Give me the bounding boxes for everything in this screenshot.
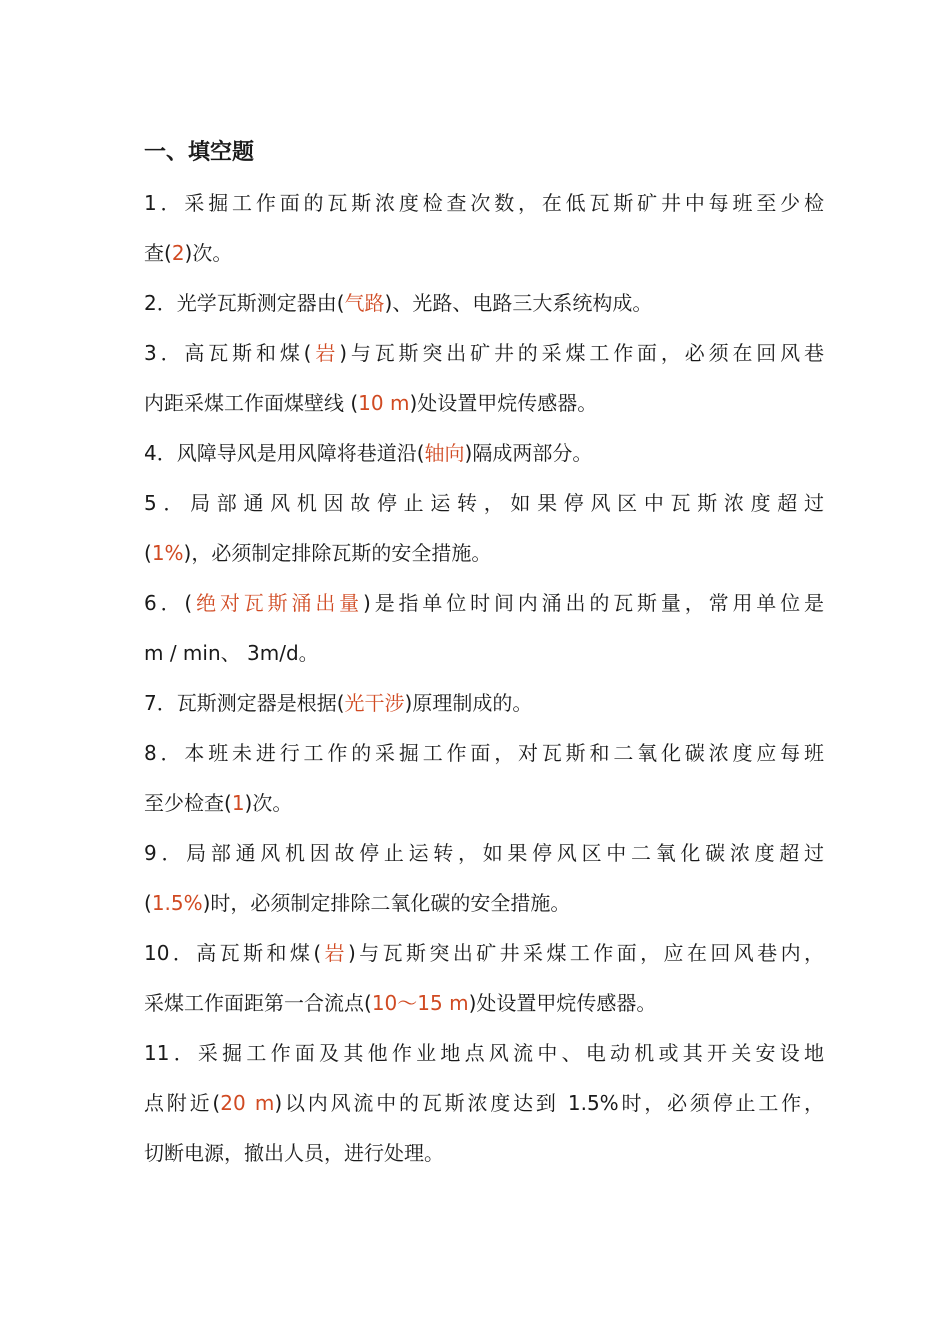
question-text: )隔成两部分。 xyxy=(464,441,593,465)
question-line xyxy=(144,478,824,528)
question-text: 7．瓦斯测定器是根据( xyxy=(144,691,345,715)
question-item xyxy=(144,278,824,328)
question-line xyxy=(144,778,824,828)
question-text: 采煤工作面距第一合流点( xyxy=(144,991,372,1015)
answer-text: 1.5% xyxy=(151,891,203,915)
question-text: )以内风流中的瓦斯浓度达到 1.5%时，必须停止工作， xyxy=(274,1091,824,1115)
question-line xyxy=(144,878,824,928)
question-line xyxy=(144,978,824,1028)
question-text: 11．采掘工作面及其他作业地点风流中、电动机或其开关安设地 xyxy=(144,1041,824,1065)
answer-text: 1% xyxy=(151,541,184,565)
question-line xyxy=(144,178,824,228)
question-text: 2．光学瓦斯测定器由( xyxy=(144,291,345,315)
question-text: 4．风障导风是用风障将巷道沿( xyxy=(144,441,425,465)
question-text: )与瓦斯突出矿井采煤工作面，应在回风巷内， xyxy=(347,941,824,965)
question-text: )、光路、电路三大系统构成。 xyxy=(384,291,653,315)
question-text: )时，必须制定排除二氧化碳的安全措施。 xyxy=(202,891,571,915)
question-text: )是指单位时间内涌出的瓦斯量，常用单位是 xyxy=(363,591,825,615)
question-line xyxy=(144,428,824,478)
question-item xyxy=(144,578,824,678)
question-item xyxy=(144,328,824,428)
question-text: )原理制成的。 xyxy=(404,691,533,715)
question-text: 至少检查( xyxy=(144,791,232,815)
question-text: 10．高瓦斯和煤( xyxy=(144,941,322,965)
answer-text: 1 xyxy=(231,791,245,815)
question-text: )次。 xyxy=(184,241,233,265)
document-page xyxy=(144,128,824,1178)
answer-text: 光干涉 xyxy=(344,691,405,715)
question-text: 查( xyxy=(144,241,172,265)
question-item xyxy=(144,678,824,728)
question-line xyxy=(144,928,824,978)
section-heading: 一、填空题 xyxy=(144,140,255,165)
question-item xyxy=(144,728,824,828)
question-line xyxy=(144,278,824,328)
question-text: 切断电源，撤出人员，进行处理。 xyxy=(144,1141,444,1165)
question-item xyxy=(144,828,824,928)
question-text: 3．高瓦斯和煤( xyxy=(144,341,312,365)
question-text: )处设置甲烷传感器。 xyxy=(409,391,598,415)
answer-text: 2 xyxy=(171,241,185,265)
question-line xyxy=(144,328,824,378)
question-line xyxy=(144,228,824,278)
question-line xyxy=(144,378,824,428)
answer-text: 岩 xyxy=(311,341,340,365)
answer-text: 轴向 xyxy=(424,441,465,465)
question-item xyxy=(144,428,824,478)
answer-text: 10 m xyxy=(358,391,410,415)
answer-text: 岩 xyxy=(321,941,348,965)
question-text: 9．局部通风机因故停止运转，如果停风区中二氧化碳浓度超过 xyxy=(144,841,824,865)
question-text: 内距采煤工作面煤壁线 ( xyxy=(144,391,359,415)
question-line xyxy=(144,578,824,628)
question-text: 1．采掘工作面的瓦斯浓度检查次数，在低瓦斯矿井中每班至少检 xyxy=(144,191,824,215)
question-line xyxy=(144,1078,824,1128)
answer-text: 气路 xyxy=(344,291,385,315)
question-text: ( xyxy=(144,541,152,565)
question-line xyxy=(144,828,824,878)
question-text: )，必须制定排除瓦斯的安全措施。 xyxy=(183,541,492,565)
question-text: )处设置甲烷传感器。 xyxy=(468,991,657,1015)
question-text: 8．本班未进行工作的采掘工作面，对瓦斯和二氧化碳浓度应每班 xyxy=(144,741,824,765)
question-line xyxy=(144,1128,824,1178)
question-item xyxy=(144,178,824,278)
question-list xyxy=(144,178,824,1178)
question-text: 点附近( xyxy=(144,1091,221,1115)
answer-text: 绝对瓦斯涌出量 xyxy=(192,591,364,615)
question-text: m / min、 3m/d。 xyxy=(144,641,319,665)
answer-text: 10～15 m xyxy=(371,991,469,1015)
question-line xyxy=(144,628,824,678)
question-line xyxy=(144,1028,824,1078)
question-text: )与瓦斯突出矿井的采煤工作面，必须在回风巷 xyxy=(339,341,824,365)
question-line xyxy=(144,728,824,778)
question-item xyxy=(144,478,824,578)
question-item xyxy=(144,1028,824,1178)
question-text: 5．局部通风机因故停止运转，如果停风区中瓦斯浓度超过 xyxy=(144,491,824,515)
question-text: )次。 xyxy=(244,791,293,815)
question-line xyxy=(144,678,824,728)
question-item xyxy=(144,928,824,1028)
question-text: ( xyxy=(144,891,152,915)
question-text: 6．( xyxy=(144,591,193,615)
question-line xyxy=(144,528,824,578)
answer-text: 20 m xyxy=(220,1091,275,1115)
